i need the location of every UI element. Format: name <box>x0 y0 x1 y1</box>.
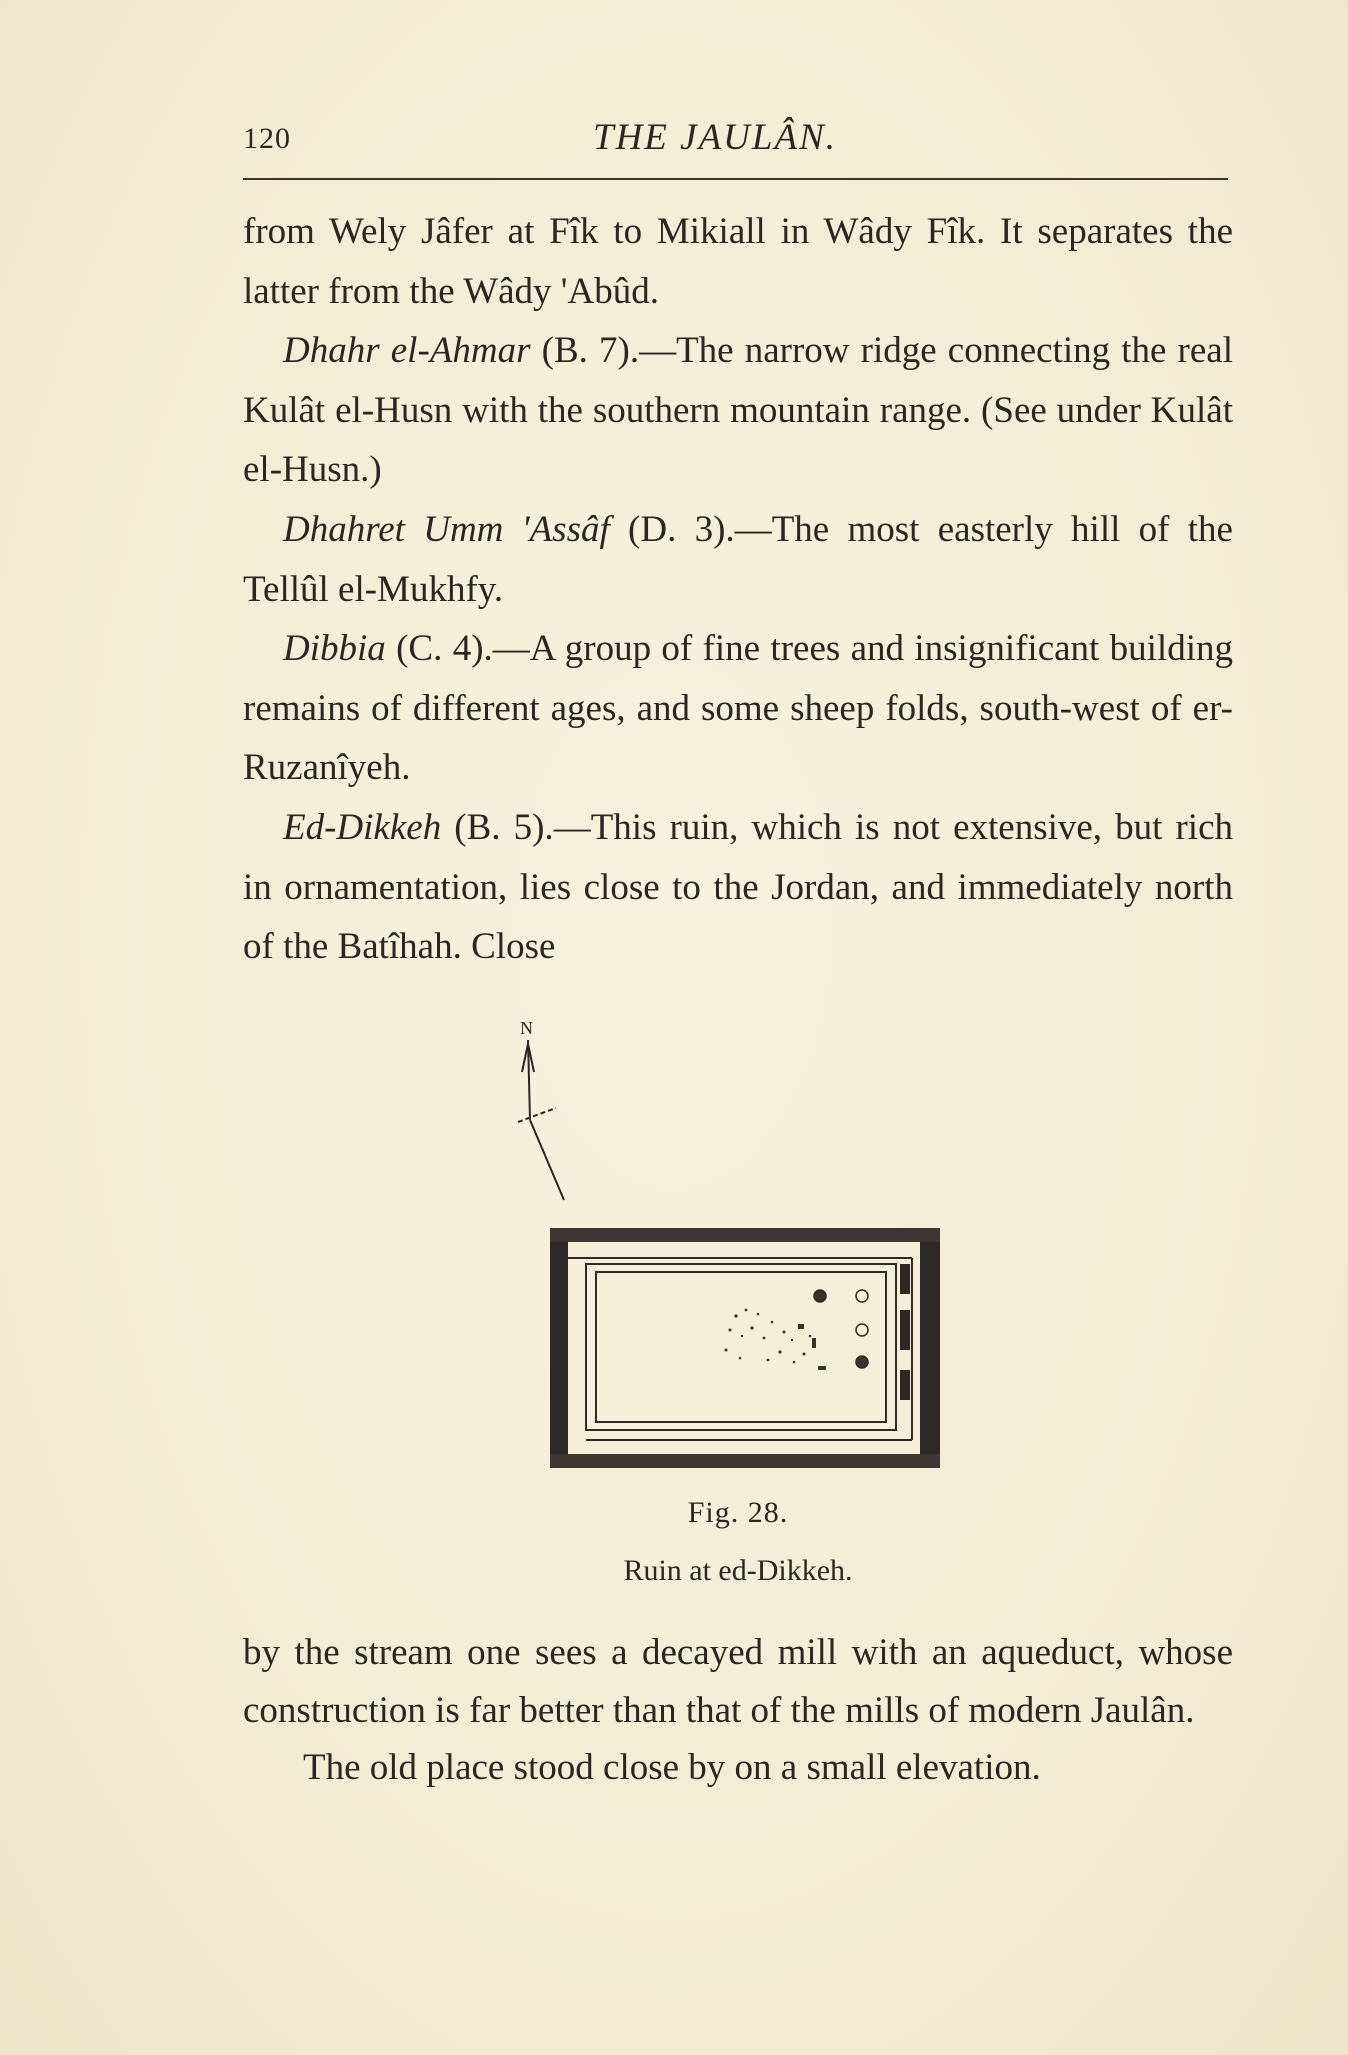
figure-caption: Ruin at ed-Dikkeh. <box>623 1554 853 1587</box>
entry-text: —A group of fine trees and insignificant building remains of different ages, and some sheep folds, south-west of er-Ruzanîyeh. <box>243 628 1233 789</box>
north-label: N <box>520 1018 533 1038</box>
entry-text: —This ruin, which is not extensive, but rich in ornamentation, lies close to the Jordan, and immediately north of the Batîhah. Close <box>243 806 1234 968</box>
ruin-east-wall <box>900 1264 910 1400</box>
map-reference: (D. 3). <box>609 508 735 550</box>
page-header <box>243 112 1233 168</box>
entry-name: Ed-Dikkeh <box>283 806 442 848</box>
paragraph-continued: by the stream one sees a decayed mill with an aqueduct, whose construction is far better than that of the mills of modern Jaulân. <box>243 1632 1233 1731</box>
entry-name: Dhahr el-Ahmar <box>283 330 531 372</box>
entry-name: Dhahret Umm 'Assâf <box>283 508 610 550</box>
entry-dibbia <box>243 619 1233 798</box>
map-reference: (C. 4). <box>385 628 493 670</box>
page-number: 120 <box>243 122 291 155</box>
entry-dhahr-el-ahmar <box>243 321 1233 500</box>
entry-text: —The narrow ridge connecting the real Kulât el-Husn with the southern mountain range. (See under Kulât el-Husn.) <box>243 330 1233 491</box>
running-title: THE JAULÂN. <box>593 117 837 158</box>
main-text-continued <box>243 1624 1233 1797</box>
entry-ed-dikkeh <box>243 798 1233 977</box>
paragraph: The old place stood close by on a small elevation. <box>303 1747 1041 1789</box>
ruin-plan-figure <box>500 1010 960 1510</box>
paragraph-continued <box>243 202 1233 321</box>
header-rule <box>243 178 1228 180</box>
entry-text: —The most easterly hill of the Tellûl el-Mukhfy. <box>243 508 1233 610</box>
map-reference: (B. 7). <box>530 330 640 372</box>
entry-name: Dibbia <box>283 628 386 670</box>
entry-dhahret-umm-assaf <box>243 500 1233 619</box>
north-arrow-icon <box>518 1018 564 1200</box>
paragraph-text: from Wely Jâfer at Fîk to Mikiall in Wâdy Fîk. It separates the latter from the Wâdy 'Abûd. <box>243 211 1233 312</box>
main-text <box>243 202 1233 977</box>
figure-number: Fig. 28. <box>687 1496 789 1529</box>
map-reference: (B. 5). <box>441 806 554 848</box>
